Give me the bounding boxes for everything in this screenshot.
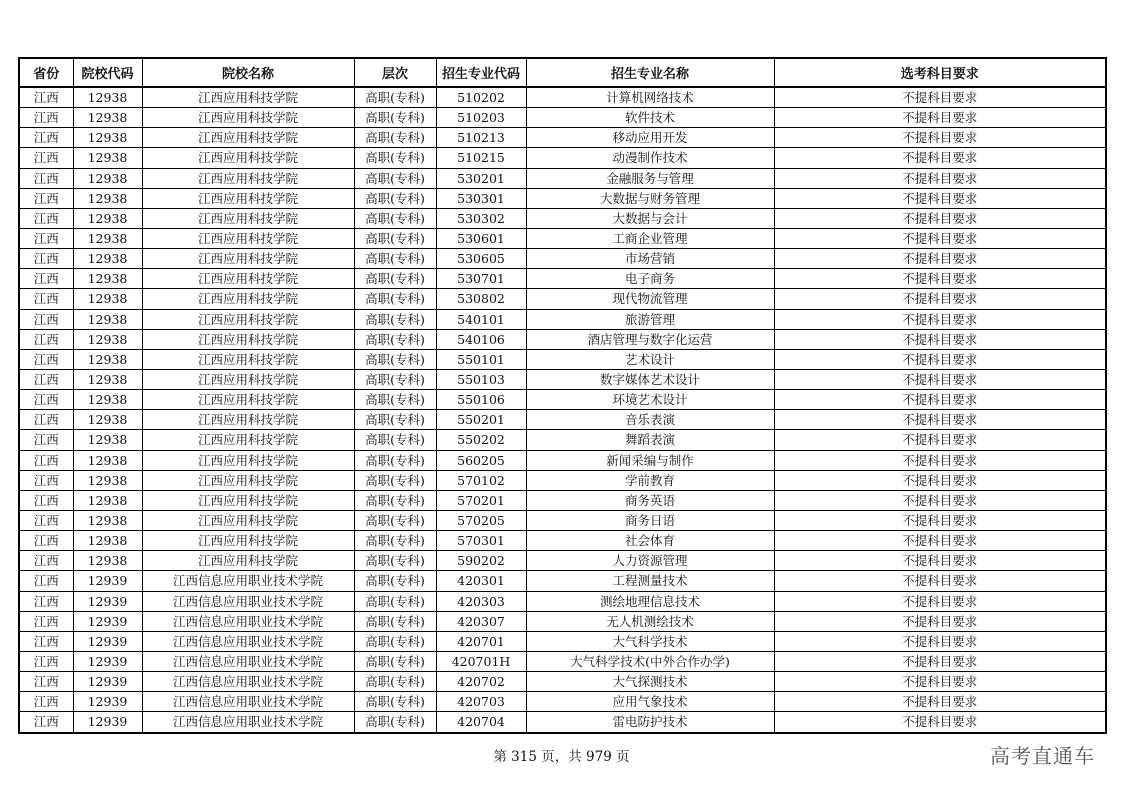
cell-province: 江西 [19,591,73,611]
cell-province: 江西 [19,430,73,450]
header-province: 省份 [19,58,73,87]
table-row [19,208,1106,228]
cell-level: 高职(专科) [354,269,436,289]
cell-major-code: 420303 [436,591,526,611]
cell-school-code: 12938 [73,228,142,248]
cell-province: 江西 [19,369,73,389]
cell-school-code: 12938 [73,309,142,329]
cell-school-name: 江西应用科技学院 [142,430,354,450]
cell-level: 高职(专科) [354,188,436,208]
cell-level: 高职(专科) [354,450,436,470]
table-row [19,430,1106,450]
table-row [19,269,1106,289]
cell-school-code: 12939 [73,571,142,591]
cell-subject-requirement: 不提科目要求 [774,430,1106,450]
cell-province: 江西 [19,672,73,692]
cell-subject-requirement: 不提科目要求 [774,108,1106,128]
table-row [19,631,1106,651]
table-row [19,672,1106,692]
cell-major-name: 商务英语 [526,490,774,510]
table-row [19,551,1106,571]
cell-major-code: 530302 [436,208,526,228]
cell-school-code: 12939 [73,692,142,712]
cell-province: 江西 [19,631,73,651]
cell-major-name: 学前教育 [526,470,774,490]
table-row [19,249,1106,269]
cell-level: 高职(专科) [354,531,436,551]
cell-subject-requirement: 不提科目要求 [774,490,1106,510]
cell-major-name: 动漫制作技术 [526,148,774,168]
cell-major-name: 艺术设计 [526,349,774,369]
admissions-table [18,57,1107,734]
cell-major-name: 工商企业管理 [526,228,774,248]
cell-province: 江西 [19,329,73,349]
cell-major-code: 550101 [436,349,526,369]
cell-major-name: 电子商务 [526,269,774,289]
cell-province: 江西 [19,188,73,208]
header-major-code: 招生专业代码 [436,58,526,87]
cell-level: 高职(专科) [354,329,436,349]
table-row [19,510,1106,530]
cell-major-name: 商务日语 [526,510,774,530]
cell-school-code: 12939 [73,591,142,611]
cell-school-name: 江西信息应用职业技术学院 [142,591,354,611]
table-row [19,148,1106,168]
cell-major-name: 计算机网络技术 [526,87,774,108]
table-row [19,349,1106,369]
cell-major-code: 530701 [436,269,526,289]
cell-subject-requirement: 不提科目要求 [774,450,1106,470]
table-row [19,128,1106,148]
cell-province: 江西 [19,289,73,309]
cell-major-code: 570201 [436,490,526,510]
cell-school-name: 江西应用科技学院 [142,148,354,168]
cell-major-name: 大气科学技术 [526,631,774,651]
cell-level: 高职(专科) [354,289,436,309]
cell-school-code: 12938 [73,349,142,369]
header-subject-requirement: 选考科目要求 [774,58,1106,87]
cell-school-name: 江西应用科技学院 [142,470,354,490]
cell-level: 高职(专科) [354,390,436,410]
cell-school-name: 江西信息应用职业技术学院 [142,651,354,671]
table-row [19,369,1106,389]
admissions-table-container [18,57,1105,734]
cell-province: 江西 [19,228,73,248]
cell-major-code: 420307 [436,611,526,631]
header-major-name: 招生专业名称 [526,58,774,87]
cell-school-code: 12938 [73,430,142,450]
cell-subject-requirement: 不提科目要求 [774,410,1106,430]
cell-major-name: 环境艺术设计 [526,390,774,410]
cell-province: 江西 [19,249,73,269]
cell-province: 江西 [19,450,73,470]
cell-province: 江西 [19,148,73,168]
cell-school-code: 12938 [73,128,142,148]
cell-province: 江西 [19,490,73,510]
cell-level: 高职(专科) [354,631,436,651]
cell-major-code: 530601 [436,228,526,248]
cell-school-code: 12939 [73,631,142,651]
cell-school-code: 12938 [73,269,142,289]
cell-level: 高职(专科) [354,148,436,168]
cell-major-code: 530605 [436,249,526,269]
cell-school-code: 12938 [73,148,142,168]
cell-major-name: 数字媒体艺术设计 [526,369,774,389]
cell-major-name: 软件技术 [526,108,774,128]
cell-province: 江西 [19,571,73,591]
cell-subject-requirement: 不提科目要求 [774,692,1106,712]
cell-school-name: 江西信息应用职业技术学院 [142,611,354,631]
cell-level: 高职(专科) [354,692,436,712]
cell-subject-requirement: 不提科目要求 [774,329,1106,349]
table-row [19,571,1106,591]
cell-school-name: 江西应用科技学院 [142,369,354,389]
cell-school-code: 12939 [73,672,142,692]
cell-province: 江西 [19,309,73,329]
cell-level: 高职(专科) [354,108,436,128]
watermark-logo: 高考直通车 [990,744,1095,768]
cell-major-code: 540106 [436,329,526,349]
table-row [19,108,1106,128]
cell-major-code: 530201 [436,168,526,188]
cell-school-code: 12939 [73,611,142,631]
cell-major-name: 大数据与会计 [526,208,774,228]
cell-level: 高职(专科) [354,208,436,228]
cell-major-code: 540101 [436,309,526,329]
cell-province: 江西 [19,87,73,108]
cell-major-code: 510203 [436,108,526,128]
cell-major-name: 大气探测技术 [526,672,774,692]
cell-school-code: 12938 [73,551,142,571]
header-school-code: 院校代码 [73,58,142,87]
cell-subject-requirement: 不提科目要求 [774,470,1106,490]
cell-school-code: 12938 [73,470,142,490]
cell-major-code: 420702 [436,672,526,692]
cell-school-code: 12938 [73,369,142,389]
cell-major-name: 音乐表演 [526,410,774,430]
cell-province: 江西 [19,712,73,733]
cell-major-code: 550103 [436,369,526,389]
cell-major-code: 570301 [436,531,526,551]
cell-subject-requirement: 不提科目要求 [774,651,1106,671]
table-row [19,712,1106,733]
cell-school-code: 12939 [73,712,142,733]
cell-province: 江西 [19,410,73,430]
table-row [19,490,1106,510]
cell-level: 高职(专科) [354,430,436,450]
cell-major-code: 420701 [436,631,526,651]
cell-level: 高职(专科) [354,309,436,329]
cell-school-name: 江西应用科技学院 [142,228,354,248]
cell-subject-requirement: 不提科目要求 [774,128,1106,148]
table-row [19,531,1106,551]
cell-subject-requirement: 不提科目要求 [774,188,1106,208]
cell-subject-requirement: 不提科目要求 [774,349,1106,369]
cell-major-name: 人力资源管理 [526,551,774,571]
table-row [19,390,1106,410]
cell-province: 江西 [19,551,73,571]
cell-school-name: 江西应用科技学院 [142,87,354,108]
cell-subject-requirement: 不提科目要求 [774,289,1106,309]
cell-subject-requirement: 不提科目要求 [774,87,1106,108]
cell-subject-requirement: 不提科目要求 [774,390,1106,410]
cell-school-name: 江西信息应用职业技术学院 [142,692,354,712]
cell-major-code: 590202 [436,551,526,571]
cell-level: 高职(专科) [354,591,436,611]
cell-major-name: 舞蹈表演 [526,430,774,450]
cell-major-name: 无人机测绘技术 [526,611,774,631]
cell-level: 高职(专科) [354,128,436,148]
table-body [19,87,1106,733]
table-row [19,188,1106,208]
cell-level: 高职(专科) [354,551,436,571]
cell-subject-requirement: 不提科目要求 [774,571,1106,591]
table-row [19,289,1106,309]
cell-major-name: 金融服务与管理 [526,168,774,188]
cell-province: 江西 [19,390,73,410]
cell-level: 高职(专科) [354,249,436,269]
cell-major-code: 550106 [436,390,526,410]
cell-school-name: 江西应用科技学院 [142,510,354,530]
cell-province: 江西 [19,168,73,188]
cell-major-name: 旅游管理 [526,309,774,329]
cell-subject-requirement: 不提科目要求 [774,712,1106,733]
cell-major-name: 应用气象技术 [526,692,774,712]
cell-major-name: 测绘地理信息技术 [526,591,774,611]
cell-province: 江西 [19,692,73,712]
cell-major-code: 420704 [436,712,526,733]
cell-school-code: 12938 [73,390,142,410]
table-row [19,692,1106,712]
cell-school-code: 12938 [73,108,142,128]
cell-school-code: 12939 [73,651,142,671]
cell-major-name: 现代物流管理 [526,289,774,309]
cell-school-code: 12938 [73,208,142,228]
cell-school-name: 江西应用科技学院 [142,329,354,349]
cell-province: 江西 [19,531,73,551]
table-row [19,410,1106,430]
cell-level: 高职(专科) [354,470,436,490]
cell-school-name: 江西信息应用职业技术学院 [142,712,354,733]
table-row [19,470,1106,490]
cell-subject-requirement: 不提科目要求 [774,269,1106,289]
cell-level: 高职(专科) [354,228,436,248]
cell-school-name: 江西应用科技学院 [142,108,354,128]
cell-subject-requirement: 不提科目要求 [774,309,1106,329]
cell-province: 江西 [19,611,73,631]
cell-school-code: 12938 [73,249,142,269]
cell-school-code: 12938 [73,410,142,430]
table-row [19,651,1106,671]
cell-subject-requirement: 不提科目要求 [774,228,1106,248]
header-row [19,58,1106,87]
cell-major-name: 雷电防护技术 [526,712,774,733]
cell-school-name: 江西应用科技学院 [142,390,354,410]
cell-school-name: 江西应用科技学院 [142,349,354,369]
cell-major-name: 市场营销 [526,249,774,269]
cell-major-code: 420703 [436,692,526,712]
cell-major-code: 560205 [436,450,526,470]
cell-major-code: 510202 [436,87,526,108]
cell-school-code: 12938 [73,531,142,551]
cell-province: 江西 [19,510,73,530]
cell-major-code: 510213 [436,128,526,148]
cell-school-name: 江西信息应用职业技术学院 [142,672,354,692]
cell-subject-requirement: 不提科目要求 [774,631,1106,651]
cell-major-code: 570102 [436,470,526,490]
cell-province: 江西 [19,108,73,128]
cell-school-name: 江西应用科技学院 [142,188,354,208]
table-row [19,450,1106,470]
cell-major-code: 420701H [436,651,526,671]
table-row [19,611,1106,631]
cell-major-code: 570205 [436,510,526,530]
cell-school-name: 江西应用科技学院 [142,410,354,430]
cell-school-name: 江西信息应用职业技术学院 [142,631,354,651]
cell-province: 江西 [19,651,73,671]
cell-subject-requirement: 不提科目要求 [774,208,1106,228]
cell-subject-requirement: 不提科目要求 [774,531,1106,551]
cell-province: 江西 [19,470,73,490]
cell-level: 高职(专科) [354,87,436,108]
cell-level: 高职(专科) [354,369,436,389]
cell-level: 高职(专科) [354,651,436,671]
cell-school-name: 江西应用科技学院 [142,269,354,289]
cell-major-code: 550201 [436,410,526,430]
cell-major-code: 530802 [436,289,526,309]
header-school-name: 院校名称 [142,58,354,87]
header-level: 层次 [354,58,436,87]
cell-subject-requirement: 不提科目要求 [774,369,1106,389]
cell-level: 高职(专科) [354,571,436,591]
table-row [19,168,1106,188]
cell-province: 江西 [19,128,73,148]
cell-level: 高职(专科) [354,611,436,631]
cell-major-code: 420301 [436,571,526,591]
cell-major-name: 移动应用开发 [526,128,774,148]
cell-level: 高职(专科) [354,490,436,510]
cell-major-code: 550202 [436,430,526,450]
table-header [19,58,1106,87]
table-row [19,87,1106,108]
cell-school-name: 江西应用科技学院 [142,208,354,228]
cell-major-name: 社会体育 [526,531,774,551]
cell-subject-requirement: 不提科目要求 [774,168,1106,188]
cell-subject-requirement: 不提科目要求 [774,611,1106,631]
cell-school-name: 江西应用科技学院 [142,289,354,309]
cell-province: 江西 [19,269,73,289]
cell-level: 高职(专科) [354,712,436,733]
cell-major-code: 510215 [436,148,526,168]
cell-school-code: 12938 [73,450,142,470]
cell-major-name: 大气科学技术(中外合作办学) [526,651,774,671]
cell-level: 高职(专科) [354,410,436,430]
cell-subject-requirement: 不提科目要求 [774,510,1106,530]
cell-level: 高职(专科) [354,510,436,530]
table-row [19,309,1106,329]
table-row [19,228,1106,248]
cell-major-name: 工程测量技术 [526,571,774,591]
cell-school-name: 江西应用科技学院 [142,450,354,470]
cell-school-code: 12938 [73,87,142,108]
cell-province: 江西 [19,208,73,228]
cell-subject-requirement: 不提科目要求 [774,591,1106,611]
cell-subject-requirement: 不提科目要求 [774,672,1106,692]
cell-subject-requirement: 不提科目要求 [774,551,1106,571]
cell-level: 高职(专科) [354,168,436,188]
cell-school-code: 12938 [73,329,142,349]
cell-school-code: 12938 [73,188,142,208]
cell-level: 高职(专科) [354,349,436,369]
cell-level: 高职(专科) [354,672,436,692]
cell-subject-requirement: 不提科目要求 [774,148,1106,168]
cell-major-name: 酒店管理与数字化运营 [526,329,774,349]
table-row [19,591,1106,611]
cell-school-name: 江西应用科技学院 [142,309,354,329]
cell-school-name: 江西应用科技学院 [142,128,354,148]
page-number: 第 315 页，共 979 页 [493,749,630,765]
cell-school-name: 江西应用科技学院 [142,531,354,551]
cell-major-code: 530301 [436,188,526,208]
cell-school-name: 江西信息应用职业技术学院 [142,571,354,591]
cell-school-code: 12938 [73,168,142,188]
cell-school-name: 江西应用科技学院 [142,249,354,269]
cell-school-name: 江西应用科技学院 [142,551,354,571]
cell-school-code: 12938 [73,289,142,309]
cell-school-code: 12938 [73,510,142,530]
cell-school-code: 12938 [73,490,142,510]
cell-major-name: 新闻采编与制作 [526,450,774,470]
cell-school-name: 江西应用科技学院 [142,168,354,188]
table-row [19,329,1106,349]
cell-major-name: 大数据与财务管理 [526,188,774,208]
cell-school-name: 江西应用科技学院 [142,490,354,510]
cell-subject-requirement: 不提科目要求 [774,249,1106,269]
cell-province: 江西 [19,349,73,369]
